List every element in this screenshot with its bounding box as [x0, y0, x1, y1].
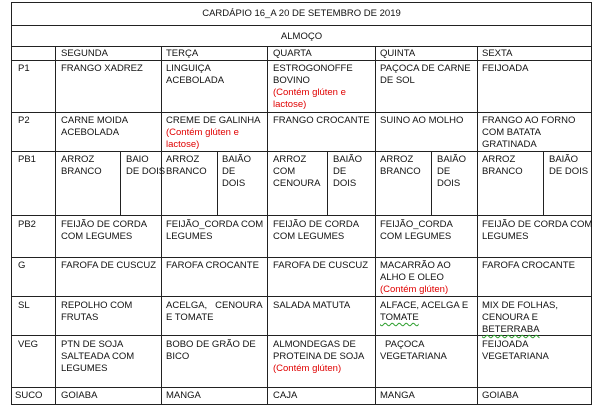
cell-g-sexta: FAROFA CROCANTE — [482, 260, 575, 271]
grid-line — [11, 25, 592, 26]
allergen-warning: lactose) — [166, 139, 200, 150]
cell-sl-sexta: MIX DE FOLHAS, — [482, 300, 559, 311]
cell-pb1-terca-b: DOIS — [222, 178, 246, 189]
cell-pb1-terca-b: DE — [222, 166, 236, 177]
grid-line — [11, 387, 592, 388]
grid-line — [327, 151, 328, 215]
cell-g-quinta: ALHO E OLEO — [380, 272, 444, 283]
cell-veg-terca: BOBO DE GRÃO DE — [166, 339, 256, 350]
cell-p2-segunda: CARNE MOIDA — [61, 115, 129, 126]
cell-suco-sexta: GOIABA — [482, 390, 519, 401]
cell-pb1-terca-a: BRANCO — [166, 166, 207, 177]
row-label-veg: VEG — [18, 339, 39, 350]
cell-veg-sexta: FEIJOADA — [482, 339, 529, 350]
allergen-warning: (Contém glúten e — [166, 127, 239, 138]
allergen-warning: (Contém glúten e — [273, 87, 346, 98]
day-header-quarta: QUARTA — [273, 48, 312, 59]
cell-pb1-quinta-b: BAIÃO — [437, 154, 467, 165]
day-header-sexta: SEXTA — [482, 48, 513, 59]
grid-line — [591, 2, 592, 405]
grid-line — [477, 46, 478, 405]
cell-veg-quinta: PAÇOCA — [385, 339, 425, 350]
row-label-suco: SUCO — [15, 390, 43, 401]
cell-pb1-segunda-a: BRANCO — [61, 166, 102, 177]
cell-suco-quarta: CAJA — [273, 390, 298, 401]
cell-p2-sexta: FRANGO AO FORNO — [482, 115, 576, 126]
cell-p1-quarta: BOVINO — [273, 75, 310, 86]
cell-veg-quarta: PROTEINA DE SOJA — [273, 351, 365, 362]
cell-sl-quinta: TOMATE — [380, 312, 419, 323]
grid-line — [267, 46, 268, 405]
cell-pb2-segunda: FEIJÃO DE CORDA — [61, 219, 148, 230]
cell-p1-sexta: FEIJOADA — [482, 63, 529, 74]
grid-line — [217, 151, 218, 215]
cell-p2-quarta: FRANGO CROCANTE — [273, 115, 370, 126]
grid-line — [11, 257, 592, 258]
cell-pb1-quarta-b: DOIS — [333, 178, 357, 189]
cell-sl-quinta: ALFACE, ACELGA E — [380, 300, 469, 311]
page-title: CARDÁPIO 16_A 20 DE SETEMBRO DE 2019 — [202, 8, 401, 19]
cell-p1-quarta: ESTROGONOFFE — [273, 63, 353, 74]
cell-pb2-quinta: FEIJÃO_CORDA — [380, 219, 453, 230]
cell-pb1-quinta-a: ARROZ — [380, 154, 414, 165]
cell-pb2-quarta: FEIJÃO DE CORDA — [273, 219, 360, 230]
cell-pb2-segunda: COM LEGUMES — [61, 231, 133, 242]
cell-suco-terca: MANGA — [166, 390, 201, 401]
cell-p1-terca: ACEBOLADA — [166, 75, 225, 86]
cell-pb2-terca: LEGUMES — [166, 231, 213, 242]
cell-sl-quarta: SALADA MATUTA — [273, 300, 351, 311]
grid-line — [11, 2, 12, 405]
cell-g-terca: FAROFA CROCANTE — [166, 260, 259, 271]
grid-line — [11, 151, 592, 152]
cell-p2-sexta: COM BATATA — [482, 127, 541, 138]
cell-g-segunda: FAROFA DE CUSCUZ — [61, 260, 157, 271]
cell-pb2-sexta: FEIJÃO DE CORDA COM — [482, 219, 593, 230]
cell-veg-quinta: VEGETARIANA — [380, 351, 447, 362]
cell-p1-quinta: PAÇOCA DE CARNE — [380, 63, 471, 74]
allergen-warning: (Contém glúten) — [273, 363, 342, 374]
day-header-terca: TERÇA — [166, 48, 199, 59]
grid-line — [11, 60, 592, 61]
row-label-pb2: PB2 — [18, 219, 36, 230]
cell-pb1-segunda-a: ARROZ — [61, 154, 95, 165]
cell-pb1-quarta-b: DE — [333, 166, 347, 177]
cell-veg-segunda: PTN DE SOJA — [61, 339, 124, 350]
cell-p2-quinta: SUINO AO MOLHO — [380, 115, 464, 126]
cell-p2-segunda: ACEBOLADA — [61, 127, 120, 138]
cell-veg-sexta: VEGETARIANA — [482, 351, 549, 362]
allergen-warning: (Contém glúten) — [380, 284, 449, 295]
grid-line — [11, 112, 592, 113]
cell-pb1-sexta-b: DE DOIS — [549, 166, 589, 177]
cell-veg-segunda: SALTEADA COM — [61, 351, 135, 362]
row-label-sl: SL — [18, 300, 30, 311]
grid-line — [11, 2, 592, 3]
cell-pb1-quarta-a: COM — [273, 166, 296, 177]
cell-pb2-quinta: COM LEGUMES — [380, 231, 452, 242]
row-label-p1: P1 — [18, 63, 30, 74]
cell-p1-terca: LINGUIÇA — [166, 63, 211, 74]
cell-pb2-quarta: COM LEGUMES — [273, 231, 345, 242]
day-header-segunda: SEGUNDA — [61, 48, 108, 59]
cell-pb1-quarta-a: CENOURA — [273, 178, 321, 189]
cell-pb1-quarta-a: ARROZ — [273, 154, 307, 165]
cell-sl-segunda: FRUTAS — [61, 312, 99, 323]
day-header-quinta: QUINTA — [380, 48, 416, 59]
grid-line — [11, 215, 592, 216]
cell-pb1-terca-a: ARROZ — [166, 154, 200, 165]
cell-g-quinta: MACARRÃO AO — [380, 260, 451, 271]
grid-line — [11, 46, 592, 47]
cell-pb1-segunda-b: BAIO — [126, 154, 149, 165]
grid-line — [161, 46, 162, 405]
cell-g-quarta: FAROFA DE CUSCUZ — [273, 260, 369, 271]
cell-sl-sexta: CENOURA E — [482, 312, 538, 323]
allergen-warning: lactose) — [273, 99, 307, 110]
cell-veg-quarta: ALMONDEGAS DE — [273, 339, 356, 350]
grid-line — [11, 296, 592, 297]
cell-pb1-sexta-a: BRANCO — [482, 166, 523, 177]
cell-pb1-quarta-b: BAIÃO — [333, 154, 363, 165]
cell-p1-quinta: DE SOL — [380, 75, 415, 86]
grid-line — [11, 404, 592, 405]
grid-line — [55, 46, 56, 405]
grid-line — [375, 46, 376, 405]
row-label-pb1: PB1 — [18, 154, 36, 165]
cell-pb1-sexta-b: BAIÃO — [549, 154, 579, 165]
row-label-p2: P2 — [18, 115, 30, 126]
cell-pb1-quinta-b: DOIS — [437, 178, 461, 189]
row-label-g: G — [18, 260, 26, 271]
cell-pb2-terca: FEIJÃO_CORDA COM — [166, 219, 264, 230]
cell-pb1-quinta-b: DE — [437, 166, 451, 177]
cell-pb1-sexta-a: ARROZ — [482, 154, 516, 165]
cell-pb1-terca-b: BAIÃO — [222, 154, 252, 165]
grid-line — [120, 151, 121, 215]
cell-suco-quinta: MANGA — [380, 390, 415, 401]
grid-line — [543, 151, 544, 215]
cell-pb1-segunda-b: DE DOIS — [126, 166, 166, 177]
cell-sl-segunda: REPOLHO COM — [61, 300, 133, 311]
cell-p2-terca: CREME DE GALINHA — [166, 115, 261, 126]
grid-line — [431, 151, 432, 215]
cell-p1-segunda: FRANGO XADREZ — [61, 63, 143, 74]
cell-pb2-sexta: LEGUMES — [482, 231, 529, 242]
cell-pb1-quinta-a: BRANCO — [380, 166, 421, 177]
cell-sl-terca: E TOMATE — [166, 312, 214, 323]
cell-suco-segunda: GOIABA — [61, 390, 98, 401]
meal-subtitle: ALMOÇO — [280, 31, 323, 42]
cell-veg-terca: BICO — [166, 351, 190, 362]
cell-p2-sexta: GRATINADA — [482, 139, 537, 150]
cell-veg-segunda: LEGUMES — [61, 363, 108, 374]
cell-sl-sexta: BETERRABA — [482, 324, 540, 335]
cell-sl-terca: ACELGA, CENOURA — [166, 300, 263, 311]
